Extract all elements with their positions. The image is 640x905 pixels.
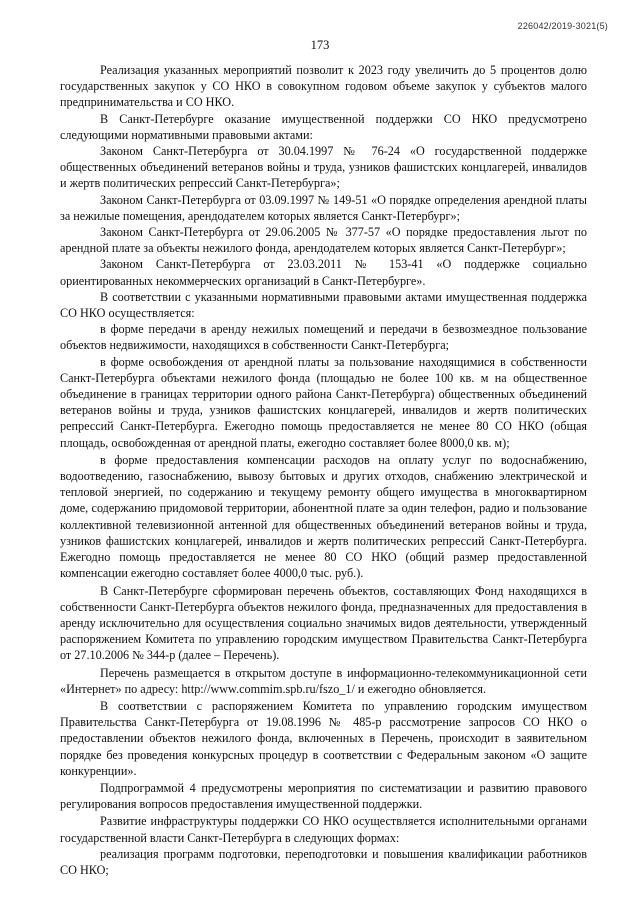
paragraph: В соответствии с указанными нормативными правовыми актами имущественная поддержка СО НКО осуществляется: <box>60 289 587 321</box>
document-body <box>60 62 587 878</box>
paragraph: в форме освобождения от арендной платы за пользование находящимися в собственности Санкт-Петербурга объектами нежилого фонда (площадью не более 100 кв. м на общественное объединение в границах территории одного района Санкт-Петербурга) общественных объединений ветеранов войны и труда, узников фашистских концлагерей, инвалидов и жертв политических репрессий Санкт-Петербурга. Ежегодно помощь предоставляется не менее 80 СО НКО (общая площадь, освобожденная от арендной платы, ежегодно составляет более 8000,0 кв. м); <box>60 354 587 450</box>
paragraph: в форме предоставления компенсации расходов на оплату услуг по водоснабжению, водоотведению, газоснабжению, вывозу бытовых и других отходов, снабжению электрической и тепловой энергией, по содержанию и текущему ремонту общего имущества в многоквартирном доме, содержанию придомовой территории, абонентной плате за один телефон, радио и пользование коллективной телевизионной антенной для общественных объединений ветеранов войны и труда, узников фашистских концлагерей, инвалидов и жертв политических репрессий Санкт-Петербурга. Ежегодно помощь предоставляется не менее 80 СО НКО (общий размер предоставленной компенсации ежегодно составляет более 4000,0 тыс. руб.). <box>60 452 587 581</box>
paragraph: В соответствии с распоряжением Комитета по управлению городским имуществом Правительства Санкт-Петербурга от 19.08.1996 № 485-р рассмотрение запросов СО НКО о предоставлении объектов нежилого фонда, включенных в Перечень, происходит в заявительном порядке без проведения конкурсных процедур в соответствии с Федеральным законом «О защите конкуренции». <box>60 698 587 778</box>
paragraph: Подпрограммой 4 предусмотрены мероприятия по систематизации и развитию правового регулирования вопросов предоставления имущественной поддержки. <box>60 780 587 812</box>
paragraph: в форме передачи в аренду нежилых помещений и передачи в безвозмездное пользование объектов недвижимости, находящихся в собственности Санкт-Петербурга; <box>60 322 587 353</box>
paragraph: Реализация указанных мероприятий позволит к 2023 году увеличить до 5 процентов долю государственных закупок у СО НКО в совокупном годовом объеме закупок у субъектов малого предпринимательства и СО НКО. <box>60 63 587 110</box>
paragraph: Законом Санкт-Петербурга от 23.03.2011 № 153-41 «О поддержке социально ориентированных некоммерческих организаций в Санкт-Петербурге». <box>60 257 587 288</box>
paragraph: Законом Санкт-Петербурга от 30.04.1997 № 76-24 «О государственной поддержке общественных объединений ветеранов войны и труда, узников фашистских концлагерей, инвалидов и жертв политических репрессий Санкт-Петербурга»; <box>60 144 587 191</box>
document-id: 226042/2019-3021(5) <box>517 21 608 31</box>
page-number: 173 <box>310 38 330 52</box>
paragraph: Законом Санкт-Петербурга от 03.09.1997 № 149-51 «О порядке определения арендной платы за нежилые помещения, арендодателем которых является Санкт-Петербург»; <box>60 192 587 223</box>
paragraph: В Санкт-Петербурге оказание имущественной поддержки СО НКО предусмотрено следующими нормативными правовыми актами: <box>60 111 587 142</box>
paragraph: Законом Санкт-Петербурга от 29.06.2005 № 377-57 «О порядке предоставления льгот по арендной плате за объекты нежилого фонда, арендодателем которых является Санкт-Петербург»; <box>60 225 587 256</box>
paragraph: реализация программ подготовки, переподготовки и повышения квалификации работников СО НКО; <box>60 846 587 877</box>
paragraph: Перечень размещается в открытом доступе в информационно-телекоммуникационной сети «Интернет» по адресу: http://www.commim.spb.ru/fszo_1/ и ежегодно обновляется. <box>60 665 587 696</box>
paragraph: В Санкт-Петербурге сформирован перечень объектов, составляющих Фонд находящихся в собственности Санкт-Петербурга объектов нежилого фонда, предназначенных для предоставления в аренду исключительно для осуществления социально значимых видов деятельности, утвержденный распоряжением Комитета по управлению городским имуществом Правительства Санкт-Петербурга от 27.10.2006 № 344-р (далее – Перечень). <box>60 583 587 663</box>
paragraph: Развитие инфраструктуры поддержки СО НКО осуществляется исполнительными органами государственной власти Санкт-Петербурга в следующих формах: <box>60 814 587 845</box>
